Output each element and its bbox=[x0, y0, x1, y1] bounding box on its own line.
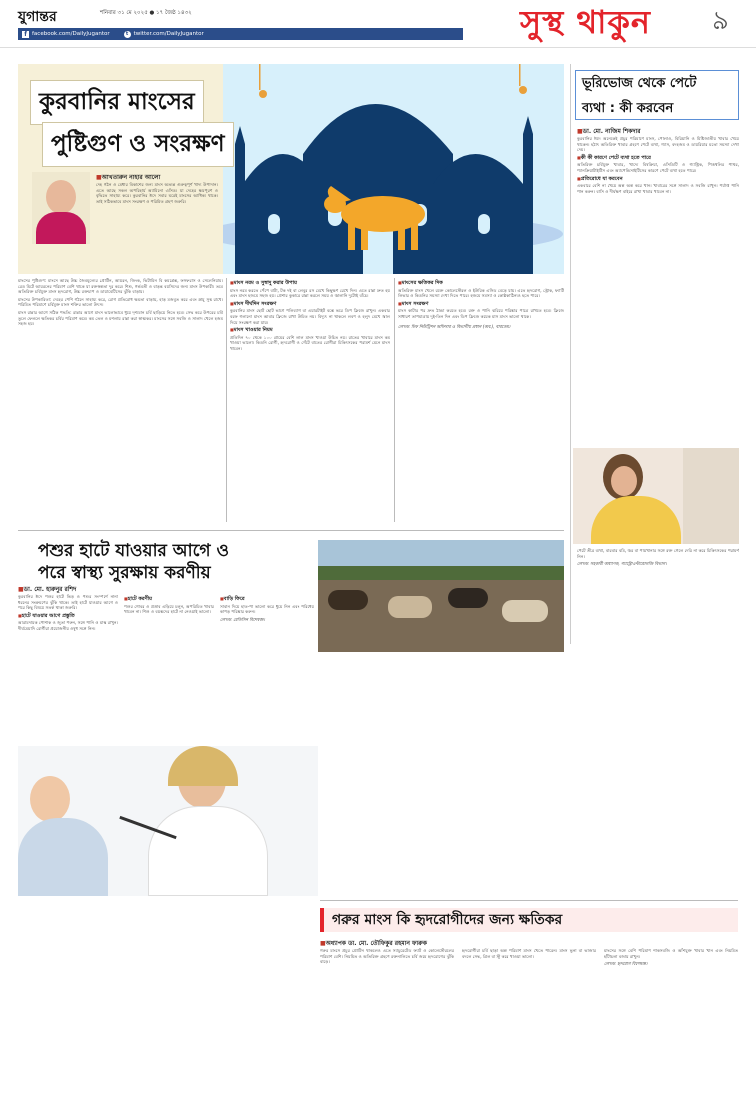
article-column-1 bbox=[18, 594, 118, 744]
article-body bbox=[577, 136, 739, 442]
subheading: ■ প্রতিরোধে যা করবেন bbox=[577, 176, 739, 183]
article-title-line2: পরে স্বাস্থ্য সুরক্ষায় করণীয় bbox=[38, 563, 211, 583]
author-name: ■ ডা. মো. নাজিম শিকদার bbox=[577, 126, 641, 137]
masthead bbox=[0, 0, 756, 48]
article-title-line2: ব্যথা : কী করবেন bbox=[582, 101, 674, 116]
article-column-3 bbox=[604, 948, 738, 1084]
twitter-link[interactable]: t twitter.com/DailyJugantor bbox=[124, 31, 204, 38]
hero-illustration bbox=[18, 64, 564, 274]
article-column-3 bbox=[398, 278, 564, 524]
subheading: ■ মাংস খাওয়ার নিয়ম bbox=[230, 327, 390, 334]
article-title-bar bbox=[320, 908, 738, 932]
facebook-link[interactable]: f facebook.com/DailyJugantor bbox=[22, 31, 110, 38]
paragraph: পশুর গোবর ও প্রস্রাব এড়িয়ে চলুন, অপরিচিত খাবার খাবেন না। শিশু ও বয়স্কদের হাটে না নেওয়াই ভালো। bbox=[124, 603, 214, 615]
article-korbani-meat bbox=[18, 64, 564, 526]
paragraph: মাংসের সঙ্গে বেশি পরিমাণ শাকসবজি ও আঁশযুক্ত খাবার খান এবং নিয়মিত হাঁটাচলা বজায় রাখুন। bbox=[604, 948, 738, 959]
mosque-illustration bbox=[223, 64, 564, 274]
article-body-continued bbox=[577, 548, 739, 640]
paragraph: অতিরিক্ত চর্বিযুক্ত খাবার, খাদ্যে বিষক্রিয়া, এসিডিটি ও গ্যাস্ট্রিক, পিত্তথলির পাথর, প্যানক্রিয়াটাইটিস এবং অ্যাপেন্ডিসাইটিসের কারণে পেটে ব্যথা হতে পারে। bbox=[577, 162, 739, 173]
subheading: ■ হাটে করণীয় bbox=[124, 596, 214, 603]
cattle-market-photo bbox=[318, 540, 564, 652]
paragraph: কুরবানির ঈদে অনেকেই প্রচুর পরিমাণে মাংস, পোলাও, বিরিয়ানি ও মিষ্টিজাতীয় খাবার খেয়ে থাকেন। হঠাৎ অতিরিক্ত খাবার গ্রহণে পেটে ব্যথা, গ্যাস, বদহজম ও ডায়রিয়ার মতো সমস্যা দেখা দেয়। bbox=[577, 136, 739, 153]
stomach-pain-photo bbox=[573, 448, 739, 544]
paragraph: প্রতিদিন ৭০ থেকে ১০০ গ্রামের বেশি লাল মাংস খাওয়া উচিত নয়। রাতের খাবারে মাংস কম খাওয়া ভালো। কিডনি রোগী, হৃদরোগী ও গেঁটে বাতের রোগীরা চিকিৎসকের পরামর্শ মেনে মাংস খাবেন। bbox=[230, 334, 390, 351]
paragraph: মাংসের উপকারিতা: দেহের পেশি গঠনে সাহায্য করে, রোগ প্রতিরোধ ক্ষমতা বাড়ায়, হাড় মজবুত করে এবং স্নায়ু সুস্থ রাখে। পরিমিত পরিমাণে চর্বিমুক্ত মাংস শক্তির ভালো উৎস। bbox=[18, 296, 223, 308]
masthead-date: শনিবার ৩১ মে ২০২৫ ● ১৭ জৈষ্ঠ ১৪৩২ bbox=[100, 10, 192, 16]
author-note: লেখক: চিফ নিউট্রিশন অফিসার ও বিভাগীয় প্রধান (অব.), বারডেম। bbox=[398, 323, 511, 329]
subheading: ■ মাংস নরম ও সুস্বাদু করার উপায় bbox=[230, 280, 390, 287]
doctor-photo bbox=[18, 746, 318, 896]
subheading: ■ মাংস দীর্ঘদিন সংরক্ষণ bbox=[230, 301, 390, 308]
article-intro: দেহ গঠন ও মেধার বিকাশের জন্য মাংস অত্যন্ত গুরুত্বপূর্ণ খাদ্য উপাদান। এতে আছে সকল অপরিহার্য অ্যামিনো এসিড। যা দেহের ক্ষয়পূরণ ও বৃদ্ধিতে সাহায্য করে। কুরবানির ঈদে সবার ঘরেই মাংসের আধিক্য থাকে। তাই সঠিকভাবে মাংস সংরক্ষণ ও পরিমিত গ্রহণ জরুরি। bbox=[96, 182, 218, 204]
subheading: ■ কী কী কারণে পেটে ব্যথা হতে পারে bbox=[577, 155, 739, 162]
paragraph: হৃদরোগীরা চর্বি ছাড়া অল্প পরিমাণ মাংস খেতে পারেন। মাংস ভুনা বা ভাজার বদলে সেদ্ধ, গ্রিল বা স্টু করে খাওয়া ভালো। bbox=[462, 948, 596, 959]
title-box bbox=[575, 70, 739, 120]
paragraph: মাংস কাটার পর দ্রুত ঠান্ডা করতে হবে। রক্ত ও পানি ঝরিয়ে পরিষ্কার পাত্রে রাখতে হবে। ফ্রিজে সাধারণ তাপমাত্রায় দুই-তিন দিন এবং ডিপ ফ্রিজে কয়েক মাস মাংস ভালো থাকে। bbox=[398, 308, 564, 319]
article-title: গরুর মাংস কি হৃদরোগীদের জন্য ক্ষতিকর bbox=[332, 912, 563, 928]
page-number: ৯ bbox=[712, 6, 729, 36]
article-title-line1: ভূরিভোজ থেকে পেটে bbox=[582, 76, 697, 91]
author-name: ■ আখতারুন নাহার আলো bbox=[96, 172, 160, 183]
article-column-2 bbox=[124, 594, 214, 744]
author-note: লেখক: মেডিসিন বিশেষজ্ঞ। bbox=[220, 616, 265, 622]
twitter-icon: t bbox=[124, 31, 131, 38]
article-title-line1: পশুর হাটে যাওয়ার আগে ও bbox=[38, 541, 229, 561]
paragraph: আরামদায়ক পোশাক ও জুতা পরুন, সঙ্গে পানি ও মাস্ক রাখুন। দীর্ঘমেয়াদি রোগীরা প্রয়োজনীয় ওষুধ সঙ্গে নিন। bbox=[18, 620, 118, 631]
article-column-1 bbox=[18, 278, 223, 524]
paragraph: পেটে তীব্র ব্যথা, বারবার বমি, জ্বর বা পায়খানার সঙ্গে রক্ত গেলে দেরি না করে চিকিৎসকের পরামর্শ নিন। bbox=[577, 548, 739, 559]
subheading: ■ মাংস সংরক্ষণ bbox=[398, 301, 564, 308]
article-title-line2: পুষ্টিগুণ ও সংরক্ষণ bbox=[42, 122, 234, 167]
article-cattle-market bbox=[18, 534, 564, 896]
article-column-2 bbox=[462, 948, 596, 1084]
subheading: ■ বাড়ি ফিরে bbox=[220, 596, 314, 603]
paragraph: কুরবানির ঈদে পশুর হাটে ভিড় ও পশুর সংস্পর্শে নানা ধরনের সংক্রমণের ঝুঁকি থাকে। তাই হাটে যাওয়ার আগে ও পরে কিছু বিষয়ে সতর্ক থাকা জরুরি। bbox=[18, 594, 118, 611]
subheading: ■ হাটে যাওয়ার আগে প্রস্তুতি bbox=[18, 613, 118, 620]
article-beef-heart bbox=[320, 902, 738, 1088]
author-note: লেখক: সহকারী অধ্যাপক, গ্যাস্ট্রোএন্টারোলজি বিভাগ। bbox=[577, 561, 667, 567]
paragraph: সাবান দিয়ে হাত-পা ভালো করে ধুয়ে নিন এবং পরিধেয় কাপড় পরিষ্কার করুন। bbox=[220, 603, 314, 615]
facebook-icon: f bbox=[22, 31, 29, 38]
author-photo bbox=[32, 172, 90, 244]
article-title-line1: কুরবানির মাংসের bbox=[30, 80, 204, 125]
author-name: ■ ডা. মো. হারুনুর রশিদ bbox=[18, 584, 76, 595]
paragraph: একবারে বেশি না খেয়ে অল্প অল্প করে খান। খাবারের সঙ্গে সালাদ ও সবজি রাখুন। পর্যাপ্ত পানি পান করুন। বাসি ও দীর্ঘক্ষণ বাইরে রাখা খাবার খাবেন না। bbox=[577, 183, 739, 194]
article-column-1 bbox=[320, 948, 454, 1084]
masthead-logo: যুগান্তর bbox=[18, 9, 57, 25]
section-title: সুস্থ থাকুন bbox=[520, 3, 651, 41]
article-stomach-pain bbox=[570, 64, 738, 644]
article-column-2 bbox=[230, 278, 390, 524]
author-note: লেখক: হৃদরোগ বিশেষজ্ঞ। bbox=[604, 961, 648, 967]
subheading: ■ মাংসের ক্ষতিকর দিক bbox=[398, 280, 564, 287]
author-name: ■ অধ্যাপক ডা. মো. তৌফিকুর রহমান ফারুক bbox=[320, 938, 427, 949]
paragraph: কুরবানির মাংস ছোট ছোট ভাগে পলিব্যাগ বা এয়ারটাইট বক্সে ভরে ডিপ ফ্রিজে রাখুন। একবার বরফ গলানো মাংস আবার ফ্রিজে রাখা উচিত নয়। বিদ্যুৎ না থাকলে লবণ ও হলুদ মেখে জ্বাল দিয়ে সংরক্ষণ করা যায়। bbox=[230, 308, 390, 325]
paragraph: অতিরিক্ত মাংস খেলে রক্তে কোলেস্টেরল ও ইউরিক এসিড বেড়ে যায়। এতে হৃদরোগ, স্ট্রোক, ফ্যাটি লিভার ও কিডনির সমস্যা দেখা দিতে পারে। হজমে সমস্যা ও কোষ্ঠকাঠিন্যও হতে পারে। bbox=[398, 287, 564, 299]
article-column-3 bbox=[220, 594, 314, 744]
social-bar bbox=[18, 28, 463, 40]
paragraph: গরুর মাংসে প্রচুর প্রোটিন থাকলেও এতে স্যাচুরেটেড ফ্যাট ও কোলেস্টেরলের পরিমাণ বেশি। নিয়মিত ও অতিরিক্ত গ্রহণে রক্তনালিতে চর্বি জমে হৃদরোগের ঝুঁকি বাড়ে। bbox=[320, 948, 454, 965]
paragraph: মাংস নরম করতে পেঁপে বাটা, টক দই বা লেবুর রস মেখে কিছুক্ষণ রেখে দিন। এতে রান্না দ্রুত হয় এবং মাংস হজমে সহজ হয়। প্রেশার কুকারে রান্না করলে সময় ও জ্বালানি দুটোই বাঁচে। bbox=[230, 287, 390, 299]
paragraph: মাংসের পুষ্টিগুণ: মাংসে আছে উচ্চ জৈবমূল্যের প্রোটিন, আয়রন, জিংক, ভিটামিন বি কমপ্লেক্স, ফসফরাস ও সেলেনিয়াম। রেড মিটে আয়রনের পরিমাণ বেশি থাকে যা রক্তস্বল্পতা দূর করে। শিশু, গর্ভবতী ও বাড়ন্ত বয়সিদের জন্য মাংস উপকারী। তবে অতিরিক্ত চর্বিযুক্ত মাংস হৃদরোগ, উচ্চ রক্তচাপ ও ডায়াবেটিসের ঝুঁকি বাড়ায়। bbox=[18, 278, 223, 295]
paragraph: মাংস রান্নার আগে সঠিক পদ্ধতি: রান্নার আগে মাংস ভালোভাবে ধুয়ে দৃশ্যমান চর্বি ছাড়িয়ে নিতে হবে। সেদ্ধ করে উপরের চর্বি তুলে ফেললে ক্ষতিকর চর্বির পরিমাণ কমে। কম তেল ও মশলায় রান্না করা স্বাস্থ্যকর। মাংসের সঙ্গে সবজি ও সালাদ খেলে হজম সহজ হয়। bbox=[18, 309, 223, 327]
